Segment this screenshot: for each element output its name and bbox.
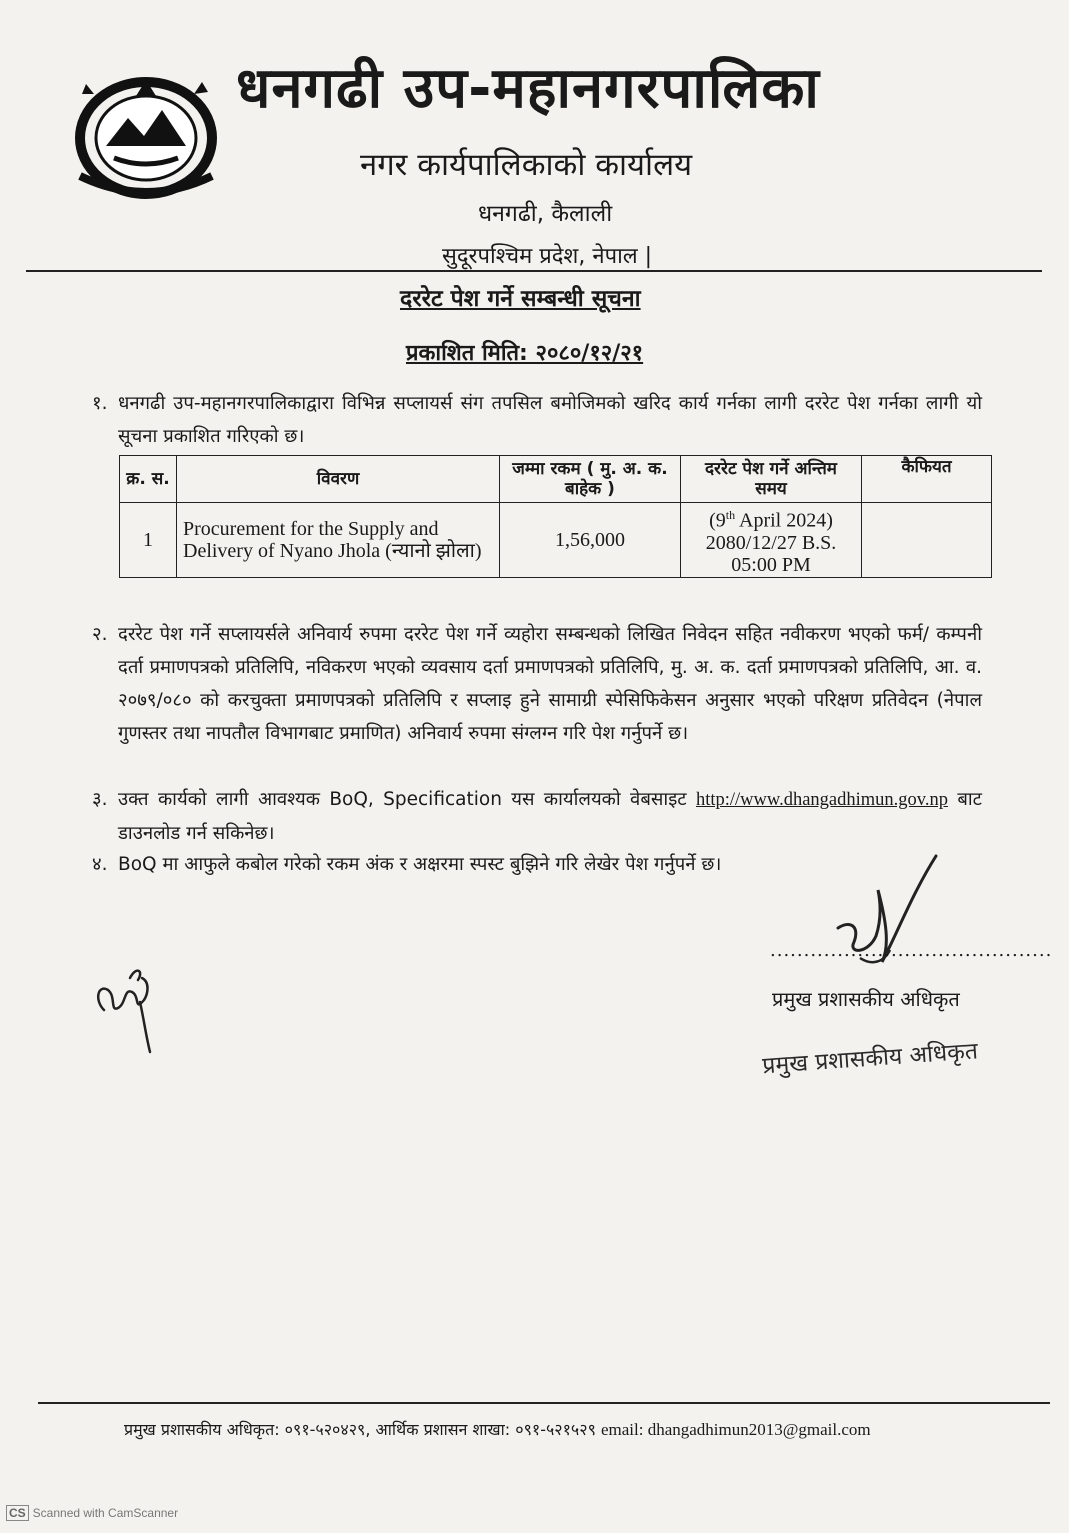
deadline-ordinal: th bbox=[725, 508, 736, 522]
cell-amount: 1,56,000 bbox=[500, 503, 681, 578]
footer-contacts: प्रमुख प्रशासकीय अधिकृत: ०९१-५२०४२९, आर्थिक प्रशासन शाखा: ०९१-५२१५२९ email: dhangadhimun2013@gmail.com bbox=[124, 1420, 871, 1439]
cell-sn: 1 bbox=[120, 503, 177, 578]
office-province: सुदूरपश्चिम प्रदेश, नेपाल | bbox=[442, 244, 653, 269]
paragraph-text: दररेट पेश गर्ने सप्लायर्सले अनिवार्य रुपमा दररेट पेश गर्ने व्यहोरा सम्बन्धको लिखित निवेदन सहित नवीकरण भएको फर्म/ कम्पनी दर्ता प्रमाणपत्रको प्रतिलिपि, नविकरण भएको व्यवसाय दर्ता प्रमाणपत्रको प्रतिलिपि, मु. अ. क. दर्ता प्रमाणपत्रको प्रतिलिपि, आ. व. २०७९/०८० को करचुक्ता प्रमाणपत्रको प्रतिलिपि र सप्लाइ हुने सामाग्री स्पेसिफिकेसन अनुसार भएको परिक्षण प्रतिवेदन (नेपाल गुणस्तर तथा नापतौल विभागबाट प्रमाणित) अनिवार्य रुपमा संग्लग्न गरि पेश गर्नुपर्ने छ। bbox=[118, 624, 982, 744]
deadline-time: 05:00 PM bbox=[731, 553, 811, 576]
scanner-watermark: CS Scanned with CamScanner bbox=[6, 1505, 226, 1521]
paragraph-text: धनगढी उप-महानगरपालिकाद्वारा विभिन्न सप्लायर्स संग तपसिल बमोजिमको खरिद कार्य गर्नका लागी दररेट पेश गर्नका लागी यो सूचना प्रकाशित गरिएको छ। bbox=[118, 393, 982, 447]
paragraph-3 bbox=[92, 783, 982, 850]
col-header-remarks: कैफियत bbox=[862, 456, 992, 503]
header-divider bbox=[26, 270, 1042, 272]
cell-description: Procurement for the Supply and Delivery of Nyano Jhola (न्यानो झोला) bbox=[177, 503, 500, 578]
footer-email: email: dhangadhimun2013@gmail.com bbox=[600, 1420, 871, 1439]
col-header-amount: जम्मा रकम ( मु. अ. क. बाहेक ) bbox=[500, 456, 681, 503]
col-header-description: विवरण bbox=[177, 456, 500, 503]
signatory-stamp: प्रमुख प्रशासकीय अधिकृत bbox=[761, 1038, 979, 1080]
paragraph-number: १. bbox=[92, 393, 108, 414]
paragraph-number: ३. bbox=[92, 789, 108, 810]
office-name: नगर कार्यपालिकाको कार्यालय bbox=[360, 147, 693, 183]
org-name: धनगढी उप-महानगरपालिका bbox=[236, 56, 820, 121]
deadline-bs: 2080/12/27 B.S. bbox=[705, 531, 837, 554]
website-link[interactable]: http://www.dhangadhimun.gov.np bbox=[695, 790, 948, 810]
cell-deadline bbox=[681, 503, 862, 578]
initials-signature-icon bbox=[90, 960, 160, 1055]
signatory-title: प्रमुख प्रशासकीय अधिकृत bbox=[772, 987, 960, 1011]
camscanner-logo: CS bbox=[6, 1505, 29, 1521]
nepal-emblem-icon bbox=[66, 66, 226, 206]
office-place: धनगढी, कैलाली bbox=[478, 201, 613, 227]
col-header-sn: क्र. स. bbox=[120, 456, 177, 503]
paragraph-number: २. bbox=[92, 624, 108, 645]
paragraph-text: BoQ मा आफुले कबोल गरेको रकम अंक र अक्षरमा स्पस्ट बुझिने गरि लेखेर पेश गर्नुपर्ने छ। bbox=[118, 854, 722, 875]
paragraph-2 bbox=[92, 618, 982, 750]
tender-table bbox=[119, 455, 992, 578]
signature-line: .......................................... bbox=[770, 940, 1053, 961]
paragraph-1 bbox=[92, 387, 982, 453]
publication-date: प्रकाशित मिति: २०८०/१२/२१ bbox=[406, 341, 644, 366]
paragraph-text: उक्त कार्यको लागी आवश्यक BoQ, Specification यस कार्यालयको वेबसाइट http://www.dhangadhimun.gov.np बाट डाउनलोड गर्न सकिनेछ। bbox=[118, 789, 982, 844]
cell-remarks bbox=[862, 503, 992, 578]
deadline-ad: (9th April 2024) bbox=[709, 508, 833, 532]
paragraph-number: ४. bbox=[92, 854, 108, 875]
table-row bbox=[120, 503, 992, 578]
footer-divider bbox=[38, 1402, 1050, 1404]
notice-title: दररेट पेश गर्ने सम्बन्धी सूचना bbox=[400, 286, 641, 312]
table-header-row bbox=[120, 456, 992, 503]
col-header-deadline: दररेट पेश गर्ने अन्तिम समय bbox=[681, 456, 862, 503]
